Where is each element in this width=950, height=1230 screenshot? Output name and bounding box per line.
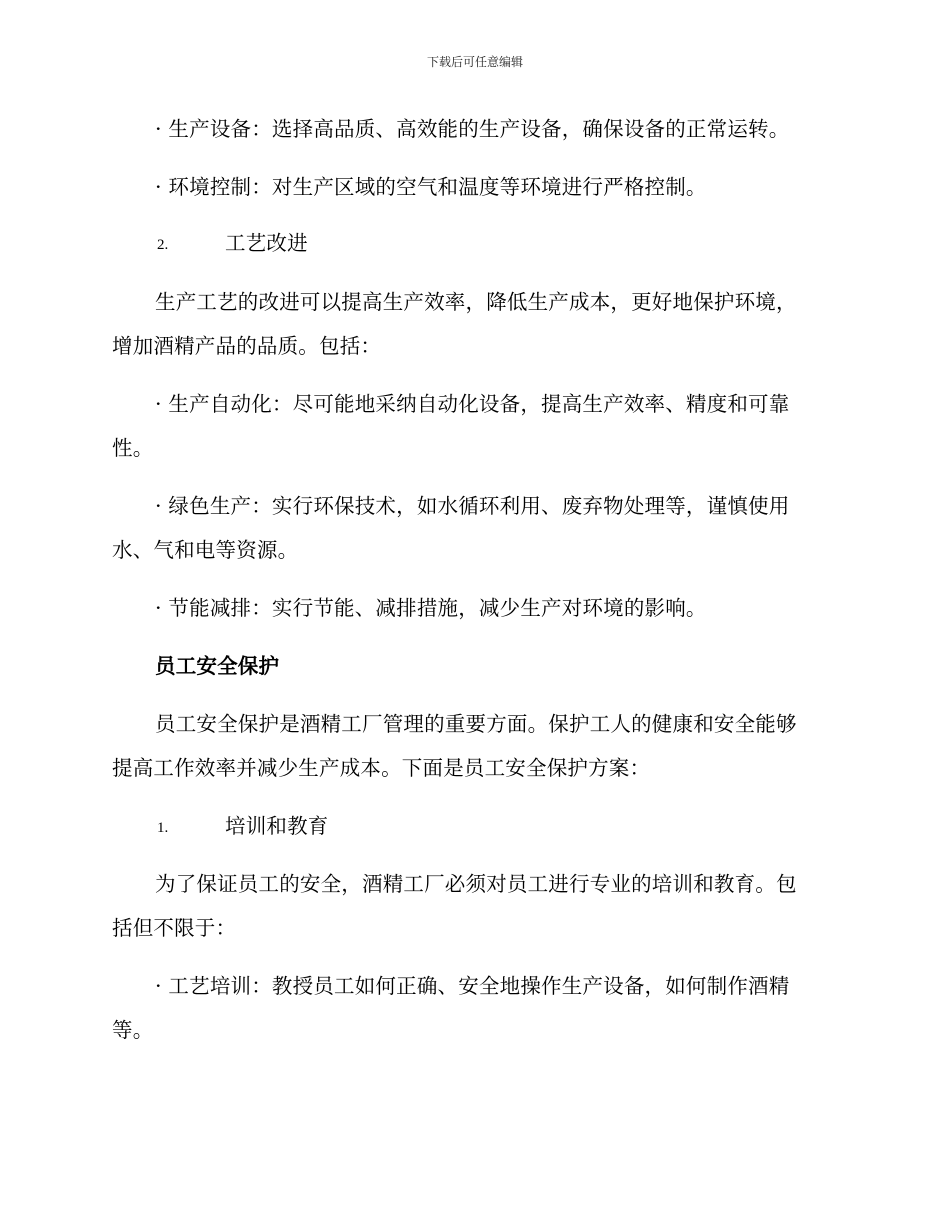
item-number: 1.	[157, 820, 169, 836]
bullet-process-training-line-1: · 工艺培训：教授员工如何正确、安全地操作生产设备，如何制作酒精	[155, 974, 790, 998]
paragraph-process-line-1: 生产工艺的改进可以提高生产效率，降低生产成本，更好地保护环境，	[155, 290, 797, 314]
paragraph-safety-line-2: 提高工作效率并减少生产成本。下面是员工安全保护方案：	[112, 756, 651, 780]
bullet-green-production-line-1: · 绿色生产：实行环保技术，如水循环利用、废弃物处理等，谨慎使用	[155, 494, 790, 518]
paragraph-training-line-1: 为了保证员工的安全，酒精工厂必须对员工进行专业的培训和教育。包	[155, 872, 797, 896]
bullet-green-production-line-2: 水、气和电等资源。	[112, 538, 299, 562]
item-title: 培训和教育	[225, 814, 329, 838]
paragraph-process-line-2: 增加酒精产品的品质。包括：	[112, 334, 382, 358]
bullet-production-equipment: · 生产设备：选择高品质、高效能的生产设备，确保设备的正常运转。	[155, 117, 790, 141]
paragraph-training-line-2: 括但不限于：	[112, 916, 237, 940]
item-title: 工艺改进	[225, 231, 308, 255]
section-heading: 员工安全保护	[155, 654, 280, 678]
bullet-environment-control: · 环境控制：对生产区域的空气和温度等环境进行严格控制。	[155, 175, 707, 199]
item-number: 2.	[157, 237, 169, 253]
bullet-energy-saving: · 节能减排：实行节能、减排措施，减少生产对环境的影响。	[155, 596, 707, 620]
bullet-automation-line-1: · 生产自动化：尽可能地采纳自动化设备，提高生产效率、精度和可靠	[155, 392, 790, 416]
bullet-automation-line-2: 性。	[112, 436, 154, 460]
page-header: 下载后可任意编辑	[426, 55, 523, 69]
bullet-process-training-line-2: 等。	[112, 1018, 154, 1042]
paragraph-safety-line-1: 员工安全保护是酒精工厂管理的重要方面。保护工人的健康和安全能够	[155, 712, 797, 736]
